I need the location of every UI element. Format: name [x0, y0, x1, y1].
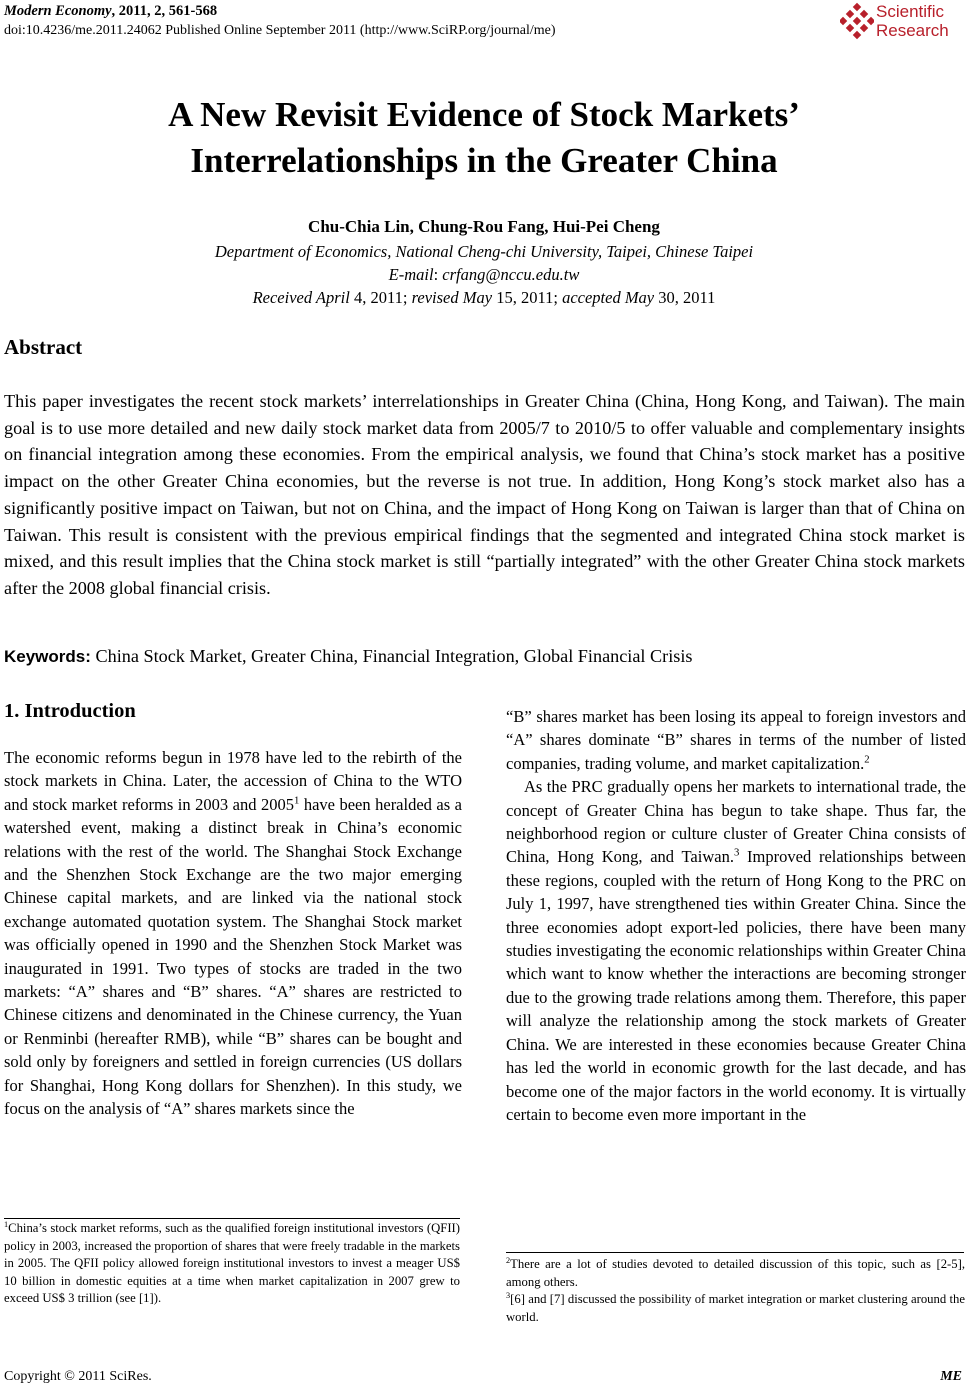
- footnote-3: [506, 1291, 965, 1326]
- doi-line: doi:10.4236/me.2011.24062 Published Online September 2011 (http://www.SciRP.org/journal/me): [4, 23, 556, 38]
- intro-text-d: As the PRC gradually opens her markets to international trade, the concept of Greater China has begun to take shape. Thus far, the neighborhood region or culture cluster of Greater China consists of China, Hong Kong, and Taiwan.: [506, 777, 966, 867]
- footnote-2-text: There are a lot of studies devoted to detailed discussion of this topic, such as [2-5], among others.: [506, 1257, 965, 1289]
- abstract-text: This paper investigates the recent stock markets’ interrelationships in Greater China (China, Hong Kong, and Taiwan). The main goal is to use more detailed and new daily stock market data from 2005/7 to 2010/5 to offer valuable and complementary insights on financial integration among these economies. From the empirical analysis, we found that China’s stock market has a positive impact on the other Greater China economies, but the reverse is not true. In addition, Hong Kong’s stock market also has a significantly positive impact on Taiwan, but not on China, and the impact of Hong Kong on Taiwan is larger than that of China on Taiwan. This result is consistent with the previous empirical findings that the segmented and integrated China stock market is mixed, and this result implies that the China stock market is still “partially integrated” with the other Greater China stock markets after the 2008 global financial crisis.: [4, 391, 965, 598]
- intro-paragraph-1: [4, 746, 462, 1121]
- copyright: Copyright © 2011 SciRes.: [4, 1369, 152, 1384]
- intro-text-a: The economic reforms begun in 1978 have led to the rebirth of the stock markets in China. Later, the accession of China to the WTO and stock market reforms in 2003 and 2005: [4, 748, 462, 814]
- footnote-divider-right: [506, 1252, 964, 1253]
- volume-pages: , 2011, 2, 561-568: [111, 3, 218, 19]
- footnote-1-mark: 1: [4, 1219, 9, 1229]
- footnote-1-text: China’s stock market reforms, such as the qualified foreign institutional investors (QFII) policy in 2003, increased the proportion of shares that were freely tradable in the markets in 2005. The QFII policy allowed foreign institutional investors to invest a meager US$ 10 billion in domestic equities at a time when market capitalization in 2007 grew to exceed US$ 3 trillion (see [1]).: [4, 1221, 460, 1305]
- authors: Chu-Chia Lin, Chung-Rou Fang, Hui-Pei Cheng: [308, 217, 660, 236]
- abstract-heading: Abstract: [4, 335, 83, 359]
- received-date: 4, 2011;: [349, 288, 412, 307]
- intro-paragraph-3: [506, 775, 966, 1126]
- right-column: [506, 705, 966, 1126]
- email-line: E-mail: crfang@nccu.edu.tw: [388, 265, 580, 284]
- logo-mark-icon: [840, 2, 874, 42]
- journal-abbreviation: ME: [940, 1369, 962, 1384]
- footnote-ref-1[interactable]: 1: [293, 794, 300, 807]
- revised-label: revised May: [411, 288, 493, 307]
- revised-date: 15, 2011;: [492, 288, 563, 307]
- footnote-3-mark: 3: [506, 1290, 511, 1300]
- keywords-text: China Stock Market, Greater China, Financial Integration, Global Financial Crisis: [90, 646, 693, 666]
- page-footer: [4, 1369, 962, 1385]
- paper-title: [0, 92, 968, 184]
- footnote-divider-left: [4, 1218, 460, 1219]
- intro-text-e: Improved relationships between these regions, coupled with the return of Hong Kong to the PRC on July 1, 1997, have strengthened ties within Greater China. Since the three economies adopt export-led policies, there have been many studies investigating the economic relationships within Greater China which want to know whether the interactions are becoming stronger due to the growing trade relations among them. Therefore, this paper will analyze the relationship among the stock markets of Greater China. We are interested in these economies because Greater China has led the world in economic growth for the last decade, and has become one of the major factors in the world economy. It is virtually certain to become even more important in the: [506, 847, 966, 1124]
- footnotes-right: [506, 1256, 965, 1326]
- footnote-1: [4, 1220, 460, 1308]
- footnote-3-text: [6] and [7] discussed the possibility of market integration or market clustering around the world.: [506, 1292, 965, 1324]
- keywords: [4, 643, 693, 670]
- intro-text-b: have been heralded as a watershed event, making a distinct break in China’s economic relations with the rest of the world. The Shanghai Stock Exchange and the Shenzhen Stock Exchange are the two major emerging Chinese capital markets, and are linked via the national stock exchange automated quotation system. The Shanghai Stock market was officially opened in 1990 and the Shenzhen Stock Market was inaugurated in 1991. Two types of stocks are traded in the two markets: “A” shares and “B” shares. “A” shares are restricted to Chinese citizens and denominated in the Chinese currency, the Yuan or Renminbi (hereafter RMB), while “B” shares can be bought and sold only by foreigners and settled in foreign currencies (US dollars for Shanghai, Hong Kong dollars for Shenzhen). In this study, we focus on the analysis of “A” shares markets since the: [4, 794, 462, 1119]
- footnote-2-mark: 2: [506, 1255, 511, 1265]
- affiliation: Department of Economics, National Cheng-chi University, Taipei, Chinese Taipei: [214, 242, 754, 261]
- title-line2: Interrelationships in the Greater China: [190, 141, 778, 180]
- intro-text-c: “B” shares market has been losing its appeal to foreign investors and “A” shares dominate “B” shares in terms of the number of listed companies, trading volume, and market capitalization.: [506, 707, 966, 773]
- intro-paragraph-2: [506, 705, 966, 775]
- logo-line1: Scientific: [876, 2, 945, 21]
- left-column: [4, 746, 462, 1121]
- footnote-2: [506, 1256, 965, 1291]
- email-address: crfang@nccu.edu.tw: [442, 265, 580, 284]
- received-line: [0, 287, 968, 309]
- footnote-ref-2[interactable]: 2: [864, 753, 870, 766]
- publisher-logo: [840, 0, 962, 44]
- email-label: E-mail: [388, 265, 434, 284]
- journal-citation: [4, 2, 556, 21]
- title-line1: A New Revisit Evidence of Stock Markets’: [168, 95, 800, 134]
- logo-text: [876, 2, 949, 40]
- journal-name: Modern Economy: [4, 3, 112, 19]
- accepted-label: accepted May: [562, 288, 655, 307]
- page-header: [4, 2, 556, 40]
- keywords-label: Keywords:: [4, 647, 91, 666]
- accepted-date: 30, 2011: [654, 288, 716, 307]
- received-label: Received April: [252, 288, 350, 307]
- footnote-ref-3[interactable]: 3: [733, 846, 740, 859]
- logo-line2: Research: [876, 21, 949, 40]
- section-heading-introduction: 1. Introduction: [4, 700, 136, 722]
